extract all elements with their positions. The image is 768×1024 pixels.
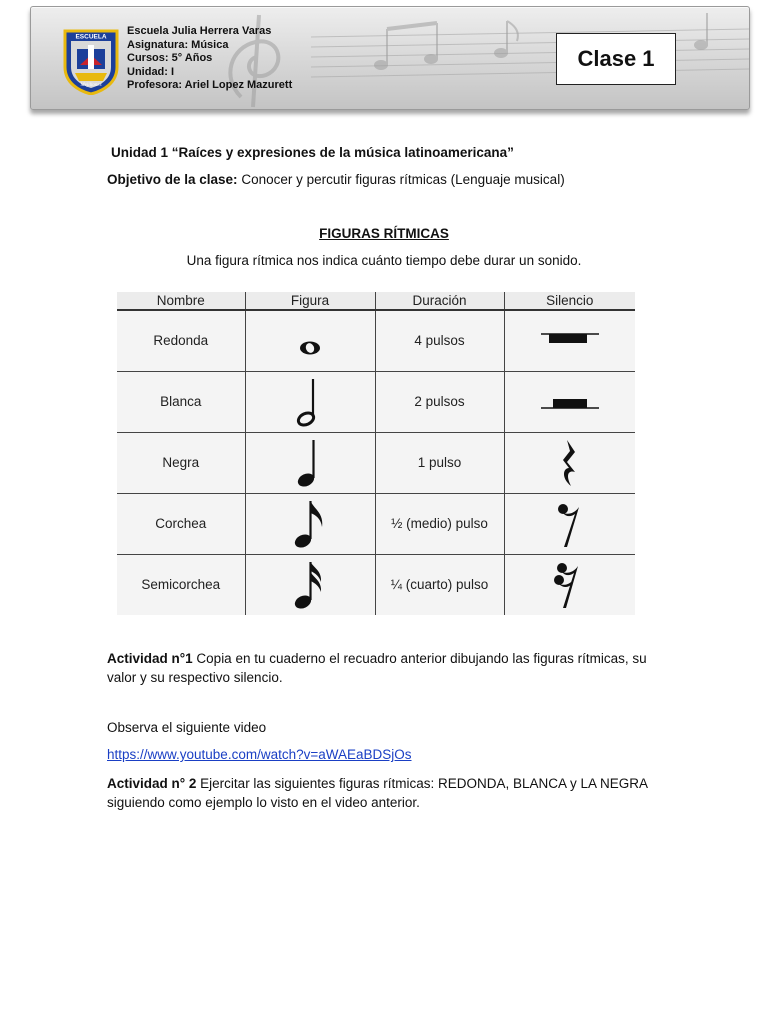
rest-cell <box>504 371 635 432</box>
activity-1-label: Actividad n°1 <box>107 651 193 666</box>
figure-duration: 2 pulsos <box>375 371 504 432</box>
class-number-box: Clase 1 <box>556 33 676 85</box>
school-name: Escuela Julia Herrera Varas <box>127 25 272 37</box>
header-nombre: Nombre <box>117 292 245 310</box>
figure-cell <box>245 310 375 371</box>
section-title <box>0 226 768 241</box>
activity-1 <box>107 649 667 687</box>
whole-note-icon <box>290 321 330 361</box>
rest-cell <box>504 432 635 493</box>
section-description: Una figura rítmica nos indica cuánto tiempo debe durar un sonido. <box>186 253 582 268</box>
quarter-note-icon <box>290 436 330 490</box>
school-info <box>127 25 292 93</box>
sixteenth-rest-icon <box>553 558 587 612</box>
figure-duration: 1 pulso <box>375 432 504 493</box>
rhythm-figures-table <box>117 292 635 615</box>
header-figura: Figura <box>245 292 375 310</box>
objective-text: Conocer y percutir figuras rítmicas (Lenguaje musical) <box>237 172 565 187</box>
courses-line: Cursos: 5° Años <box>127 52 213 64</box>
video-intro-text: Observa el siguiente video <box>107 720 267 735</box>
objective-label: Objetivo de la clase: <box>107 172 238 187</box>
eighth-rest-icon <box>553 497 587 551</box>
school-logo <box>61 27 121 95</box>
sixteenth-note-icon <box>288 558 332 612</box>
header-silencio: Silencio <box>504 292 635 310</box>
section-title-text: FIGURAS RÍTMICAS <box>319 226 449 241</box>
table-row <box>117 493 635 554</box>
table-header-row <box>117 292 635 310</box>
figure-cell <box>245 493 375 554</box>
figure-cell <box>245 371 375 432</box>
subject-line: Asignatura: Música <box>127 38 229 51</box>
figure-duration: ¼ (cuarto) pulso <box>375 554 504 615</box>
half-rest-icon <box>535 387 605 417</box>
figure-name: Negra <box>117 432 245 493</box>
half-note-icon <box>290 375 330 429</box>
table-row <box>117 371 635 432</box>
figure-name: Semicorchea <box>141 577 221 593</box>
logo-bottom-text: Mejillones <box>80 83 102 88</box>
whole-rest-icon <box>535 326 605 356</box>
table-row <box>117 554 635 615</box>
figure-name: Blanca <box>117 371 245 432</box>
class-objective <box>107 172 565 187</box>
unit-line: Unidad: I <box>127 65 175 78</box>
table-row <box>117 310 635 371</box>
eighth-note-icon <box>288 497 332 551</box>
figure-duration: 4 pulsos <box>375 310 504 371</box>
activity-2 <box>107 774 672 812</box>
rest-cell <box>504 554 635 615</box>
figure-cell <box>245 554 375 615</box>
figure-name: Redonda <box>117 310 245 371</box>
header-duracion: Duración <box>375 292 504 310</box>
rest-cell <box>504 493 635 554</box>
figure-name: Corchea <box>117 493 245 554</box>
video-link[interactable]: https://www.youtube.com/watch?v=aWAEaBDSjOs <box>107 747 412 762</box>
figure-cell <box>245 432 375 493</box>
activity-1-text: Copia en tu cuaderno el recuadro anterior dibujando las figuras rítmicas, su valor y su respectivo silencio. <box>107 651 647 685</box>
rest-cell <box>504 310 635 371</box>
teacher-line: Profesora: Ariel Lopez Mazurett <box>127 79 293 91</box>
unit-title: Unidad 1 “Raíces y expresiones de la música latinoamericana” <box>111 145 514 160</box>
table-row <box>117 432 635 493</box>
quarter-rest-icon <box>555 436 585 490</box>
figure-duration: ½ (medio) pulso <box>375 493 504 554</box>
activity-2-label: Actividad n° 2 <box>107 776 197 791</box>
activity-2-text: Ejercitar las siguientes figuras rítmicas: REDONDA, BLANCA y LA NEGRA siguiendo como ejemplo lo visto en el video anterior. <box>107 776 648 810</box>
header-banner <box>30 6 750 110</box>
logo-top-text: ESCUELA <box>75 33 107 41</box>
